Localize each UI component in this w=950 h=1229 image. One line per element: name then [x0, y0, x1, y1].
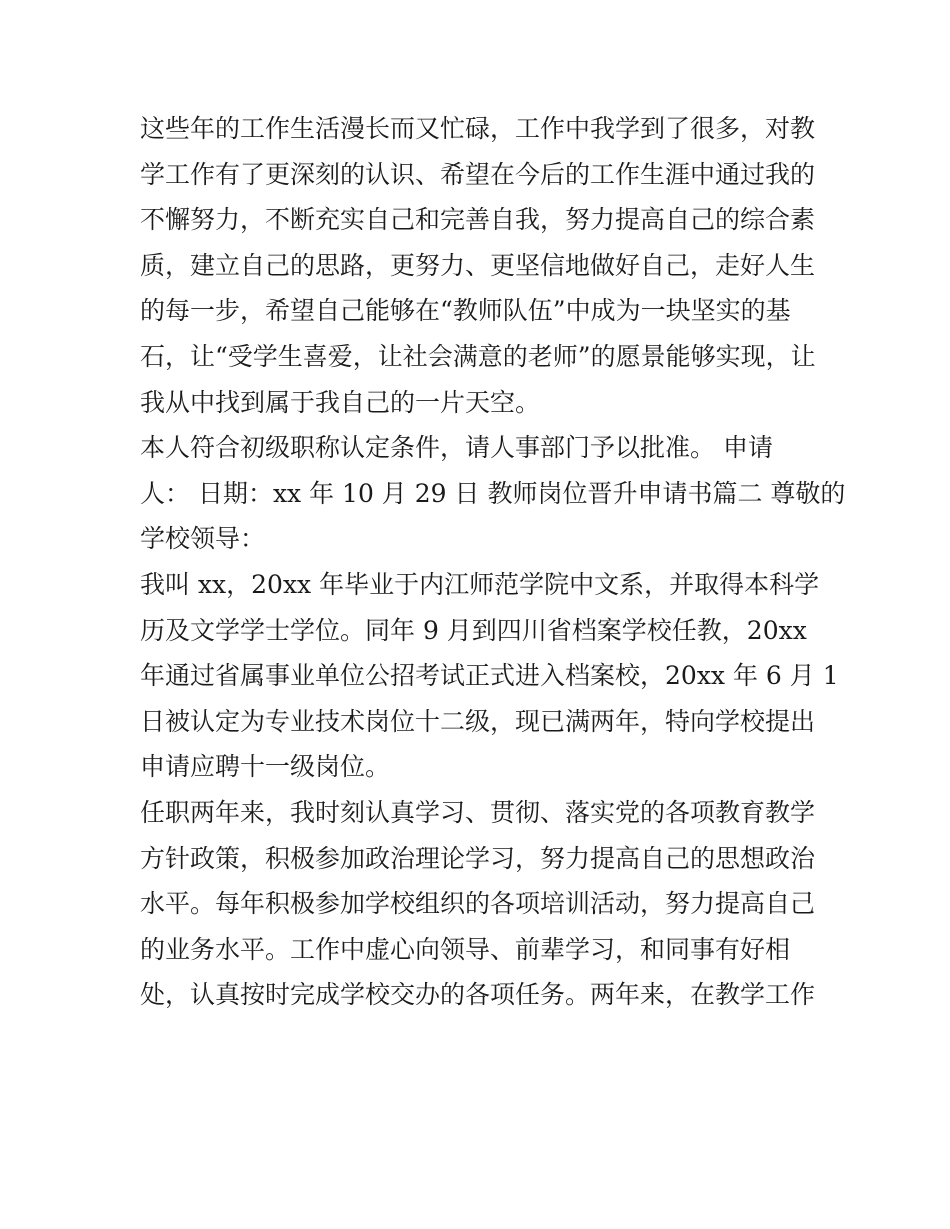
text-line: 方针政策，积极参加政治理论学习，努力提高自己的思想政治	[140, 843, 816, 873]
text-line: 年通过省属事业单位公招考试正式进入档案校，20xx 年 6 月 1	[140, 661, 839, 691]
text-line: 水平。每年积极参加学校组织的各项培训活动，努力提高自己	[140, 889, 816, 919]
text-line: 日被认定为专业技术岗位十二级，现已满两年，特向学校提出	[140, 706, 816, 736]
text-line: 的业务水平。工作中虚心向领导、前辈学习，和同事有好相	[140, 934, 791, 964]
text-line: 申请应聘十一级岗位。	[140, 752, 391, 782]
text-line: 我从中找到属于我自己的一片天空。	[140, 387, 541, 417]
text-line: 本人符合初级职称认定条件，请人事部门予以批准。 申请	[140, 433, 773, 463]
text-line: 我叫 xx，20xx 年毕业于内江师范学院中文系，并取得本科学	[140, 569, 820, 599]
text-line: 学校领导：	[140, 524, 266, 554]
text-line: 这些年的工作生活漫长而又忙碌，工作中我学到了很多，对教	[140, 114, 816, 143]
text-line: 人： 日期：xx 年 10 月 29 日 教师岗位晋升申请书篇二 尊敬的	[140, 478, 846, 508]
text-line: 不懈努力，不断充实自己和完善自我，努力提高自己的综合素	[140, 205, 816, 235]
document-body	[140, 106, 846, 1018]
text-line: 任职两年来，我时刻认真学习、贯彻、落实党的各项教育教学	[140, 797, 816, 827]
text-line: 石，让“受学生喜爱，让社会满意的老师”的愿景能够实现，让	[140, 341, 816, 371]
text-line: 质，建立自己的思路，更努力、更坚信地做好自己，走好人生	[140, 250, 816, 280]
text-line: 学工作有了更深刻的认识、希望在今后的工作生涯中通过我的	[140, 159, 816, 189]
text-line: 处，认真按时完成学校交办的各项任务。两年来，在教学工作	[140, 980, 816, 1010]
text-line: 历及文学学士学位。同年 9 月到四川省档案学校任教，20xx	[140, 615, 807, 645]
text-line: 的每一步，希望自己能够在“教师队伍”中成为一块坚实的基	[140, 296, 791, 326]
